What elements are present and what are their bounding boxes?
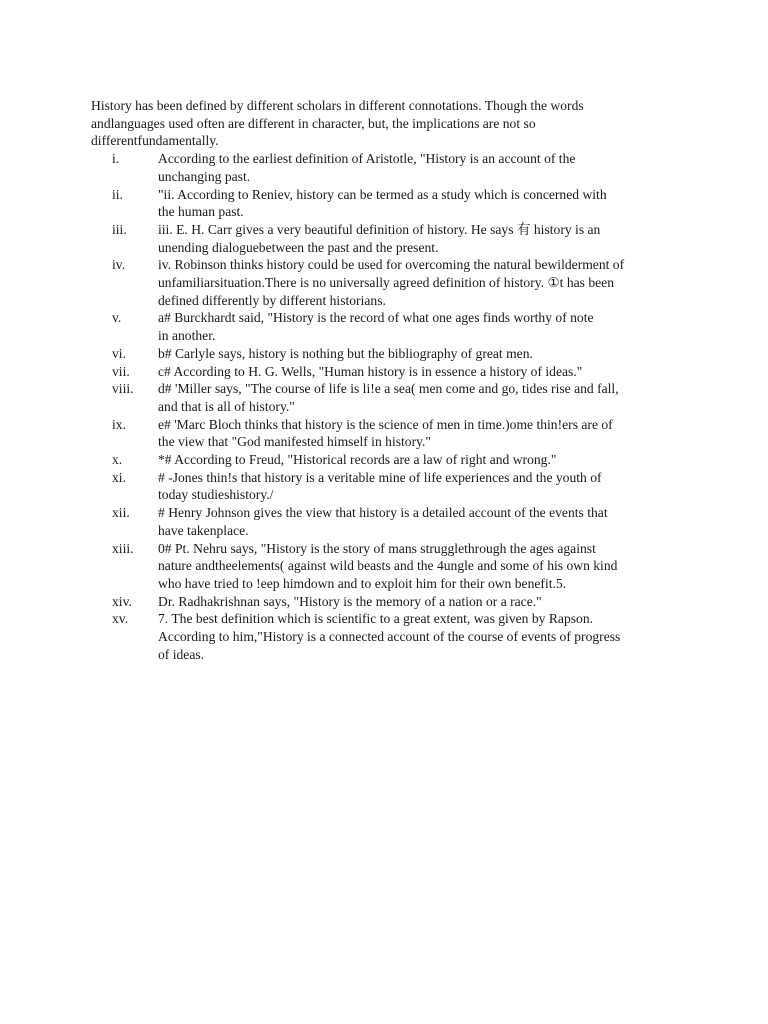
list-item-line: 7. The best definition which is scientific to a great extent, was given by Rapson. — [158, 611, 594, 627]
list-item — [91, 150, 691, 185]
list-item-line: the view that "God manifested himself in history." — [158, 434, 431, 450]
list-item-line: iii. E. H. Carr gives a very beautiful definition of history. He says 有 history is an — [158, 221, 601, 237]
list-item-line: in another. — [158, 328, 216, 344]
list-item-line: Dr. Radhakrishnan says, "History is the memory of a nation or a race." — [158, 593, 542, 609]
list-marker: ii. — [112, 186, 123, 202]
list-item-line: and that is all of history." — [158, 398, 295, 414]
list-marker: v. — [112, 310, 122, 326]
definitions-list — [91, 150, 691, 663]
list-item — [91, 380, 691, 415]
list-item — [91, 469, 691, 504]
list-marker: iii. — [112, 221, 127, 237]
intro-line: History has been defined by different scholars in different connotations. Though the words — [91, 98, 584, 113]
list-marker: x. — [112, 452, 123, 468]
list-item-line: of ideas. — [158, 646, 205, 662]
list-item — [91, 186, 691, 221]
list-item-line: unfamiliarsituation.There is no universally agreed definition of history. ①t has been — [158, 275, 615, 291]
list-item-line: b# Carlyle says, history is nothing but the bibliography of great men. — [158, 345, 533, 361]
list-item-line: According to the earliest definition of Aristotle, "History is an account of the — [158, 151, 576, 167]
list-marker: ix. — [112, 416, 126, 432]
list-item-line: the human past. — [158, 204, 244, 220]
list-item-line: a# Burckhardt said, "History is the record of what one ages finds worthy of note — [158, 310, 594, 326]
intro-paragraph — [91, 97, 691, 150]
list-marker: xii. — [112, 505, 130, 521]
document-page — [91, 97, 691, 664]
intro-line: andlanguages used often are different in character, but, the implications are not so — [91, 115, 536, 131]
list-item-line: today studieshistory./ — [158, 487, 274, 503]
list-item-line: # Henry Johnson gives the view that history is a detailed account of the events that — [158, 505, 608, 521]
list-item-line: iv. Robinson thinks history could be used for overcoming the natural bewilderment of — [158, 257, 625, 273]
list-item — [91, 221, 691, 256]
list-marker: iv. — [112, 257, 126, 273]
list-item — [91, 540, 691, 593]
list-item-line: # -Jones thin!s that history is a veritable mine of life experiences and the youth of — [158, 469, 602, 485]
list-item — [91, 504, 691, 539]
list-marker: vii. — [112, 363, 130, 379]
list-item-line: *# According to Freud, "Historical records are a law of right and wrong." — [158, 452, 557, 468]
list-marker: viii. — [112, 381, 134, 397]
list-item — [91, 416, 691, 451]
list-item-line: c# According to H. G. Wells, "Human history is in essence a history of ideas." — [158, 363, 583, 379]
list-item-line: According to him,"History is a connected account of the course of events of progress — [158, 629, 621, 645]
list-marker: xi. — [112, 469, 126, 485]
list-item — [91, 345, 691, 363]
list-item-line: defined differently by different historians. — [158, 292, 386, 308]
list-marker: vi. — [112, 345, 126, 361]
list-item-line: who have tried to !eep himdown and to exploit him for their own benefit.5. — [158, 575, 567, 591]
list-marker: xiv. — [112, 593, 132, 609]
list-marker: i. — [112, 151, 120, 167]
list-item-line: unending dialoguebetween the past and the present. — [158, 239, 439, 255]
list-item — [91, 309, 691, 344]
list-item — [91, 593, 691, 611]
list-item-line: "ii. According to Reniev, history can be termed as a study which is concerned with — [158, 186, 607, 202]
intro-line: differentfundamentally. — [91, 133, 219, 149]
list-item-line: e# 'Marc Bloch thinks that history is the science of men in time.)ome thin!ers are of — [158, 416, 613, 432]
list-item-line: d# 'Miller says, "The course of life is li!e a sea( men come and go, tides rise and fall, — [158, 381, 619, 397]
list-item — [91, 451, 691, 469]
list-item-line: unchanging past. — [158, 168, 251, 184]
list-item-line: have takenplace. — [158, 522, 249, 538]
list-item — [91, 363, 691, 381]
list-marker: xv. — [112, 611, 129, 627]
list-item-line: 0# Pt. Nehru says, "History is the story of mans strugglethrough the ages against — [158, 540, 596, 556]
list-item — [91, 610, 691, 663]
list-item-line: nature andtheelements( against wild beasts and the 4ungle and some of his own kind — [158, 558, 618, 574]
list-item — [91, 256, 691, 309]
list-marker: xiii. — [112, 540, 134, 556]
